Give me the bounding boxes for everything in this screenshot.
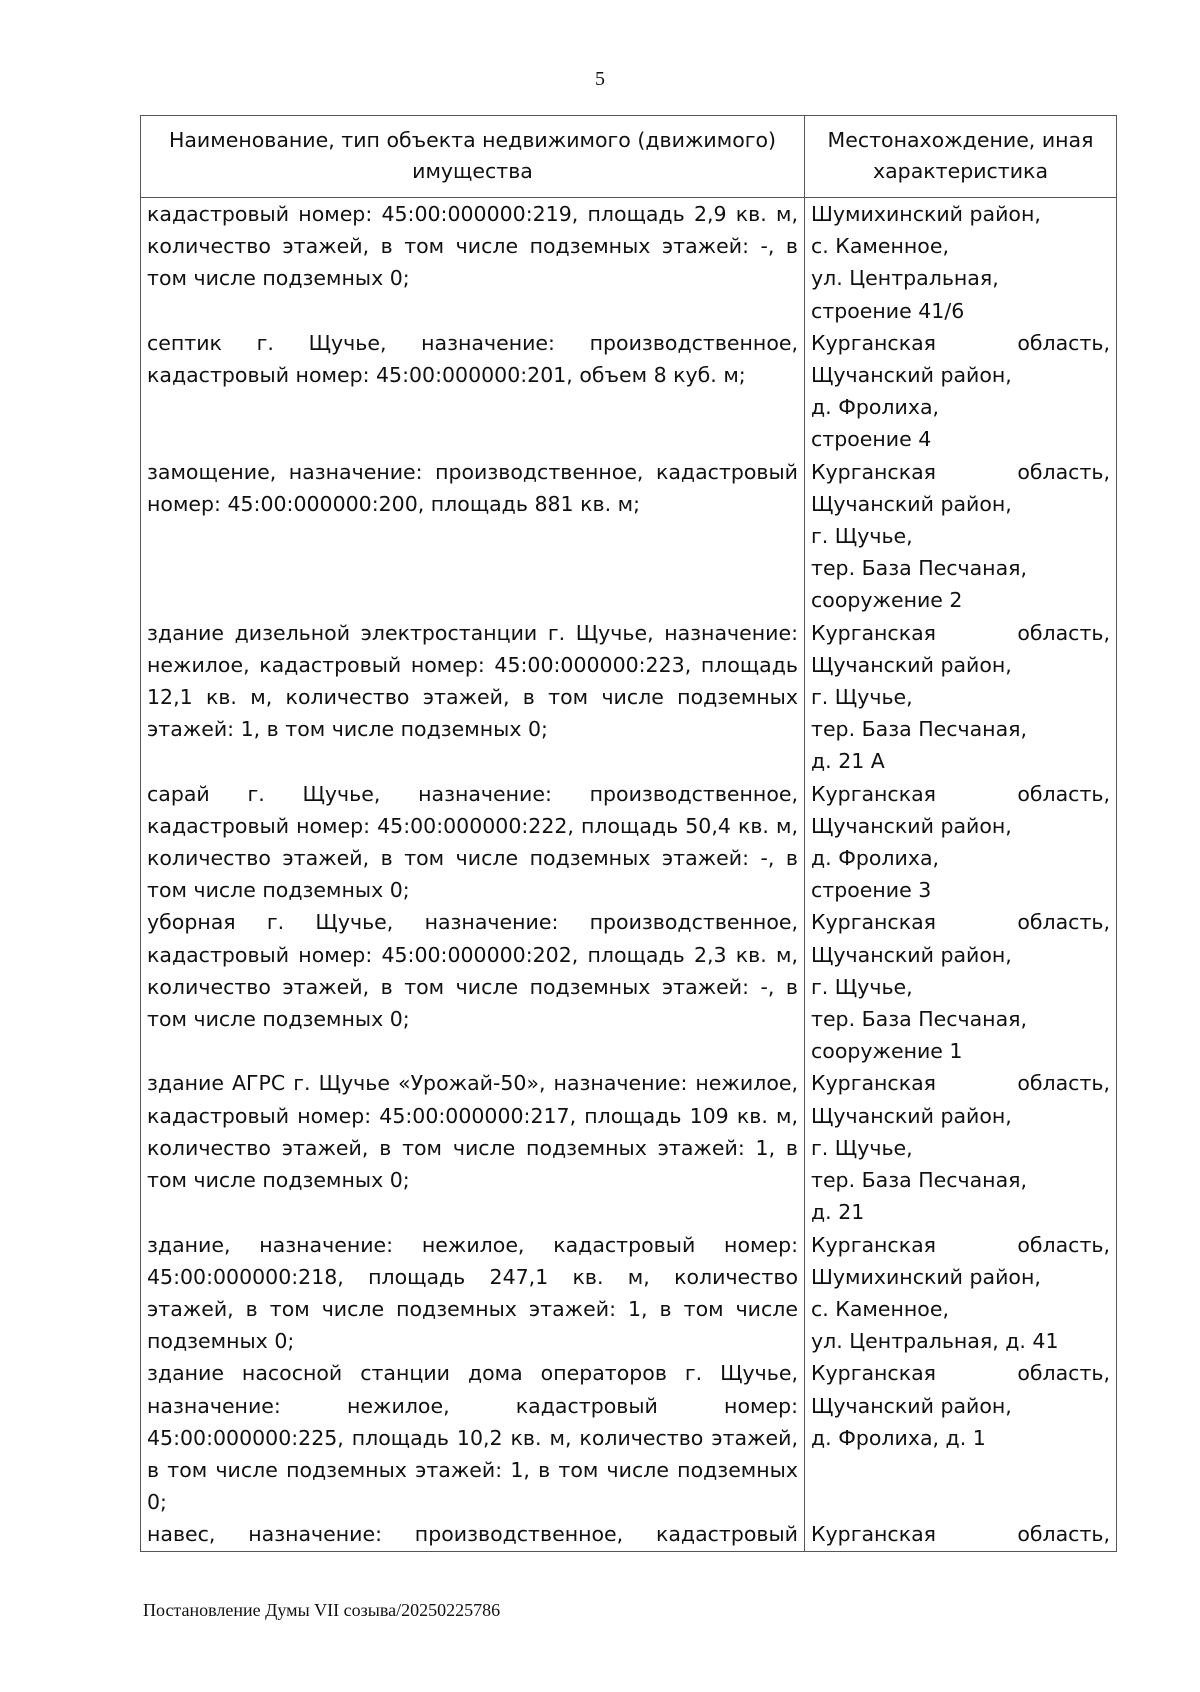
property-table	[140, 115, 1117, 1552]
table-row	[141, 1357, 1117, 1518]
location-line: Щучанский район,	[811, 1103, 1012, 1128]
cell-location	[805, 1067, 1117, 1228]
location-line: г. Щучье,	[811, 524, 913, 549]
location-line: д. Фролиха,	[811, 395, 940, 420]
location-line: тер. База Песчаная,	[811, 1168, 1027, 1193]
location-line: Курганская область,	[811, 330, 1110, 355]
location-line: Щучанский район,	[811, 491, 1012, 516]
table-row	[141, 456, 1117, 617]
table-body	[141, 198, 1117, 1552]
table-row	[141, 1229, 1117, 1358]
object-description-text: здание, назначение: нежилое, кадастровый номер: 45:00:000000:218, площадь 247,1 кв. м, количество этажей, в том числе подземных этажей: 1, в том числе подземных 0;	[147, 1232, 798, 1354]
object-description-text: септик г. Щучье, назначение: производственное, кадастровый номер: 45:00:000000:201, объем 8 куб. м;	[147, 330, 798, 388]
table-header-row	[141, 116, 1117, 198]
object-description-text: навес, назначение: производственное, кадастровый	[147, 1522, 798, 1547]
location-line: сооружение 1	[811, 1039, 963, 1064]
location-line: тер. База Песчаная,	[811, 556, 1027, 581]
cell-location	[805, 1229, 1117, 1358]
cell-object-description	[141, 906, 805, 1067]
location-line: сооружение 2	[811, 588, 963, 613]
location-line: Щучанский район,	[811, 942, 1012, 967]
location-line: Курганская область,	[811, 1071, 1110, 1096]
location-line: г. Щучье,	[811, 1135, 913, 1160]
cell-object-description	[141, 327, 805, 456]
location-line: Курганская область,	[811, 910, 1110, 935]
object-description-text: сарай г. Щучье, назначение: производственное, кадастровый номер: 45:00:000000:222, площадь 50,4 кв. м, количество этажей, в том числе подземных этажей: -, в том числе подземных 0;	[147, 781, 798, 903]
location-line: Щучанский район,	[811, 1393, 1012, 1418]
cell-object-description	[141, 198, 805, 327]
location-line: Щучанский район,	[811, 363, 1012, 388]
cell-location	[805, 1357, 1117, 1518]
cell-object-description	[141, 456, 805, 617]
cell-object-description	[141, 1518, 805, 1551]
header-location: Местонахождение, иная характеристика	[805, 116, 1117, 198]
object-description-text: кадастровый номер: 45:00:000000:219, площадь 2,9 кв. м, количество этажей, в том числе подземных этажей: -, в том числе подземных 0;	[147, 202, 798, 291]
location-line: ул. Центральная, д. 41	[811, 1329, 1059, 1354]
table-row	[141, 617, 1117, 778]
location-line: Курганская область,	[811, 1232, 1110, 1257]
location-line: с. Каменное,	[811, 234, 949, 259]
cell-object-description	[141, 1067, 805, 1228]
table-row	[141, 778, 1117, 907]
cell-location	[805, 617, 1117, 778]
location-line: г. Щучье,	[811, 685, 913, 710]
table-row	[141, 327, 1117, 456]
location-line: Шумихинский район,	[811, 1264, 1041, 1289]
cell-object-description	[141, 778, 805, 907]
location-line: Щучанский район,	[811, 652, 1012, 677]
location-line: Щучанский район,	[811, 813, 1012, 838]
location-line: д. Фролиха,	[811, 846, 940, 871]
location-line: строение 41/6	[811, 298, 965, 323]
location-line: Курганская область,	[811, 459, 1110, 484]
cell-location	[805, 906, 1117, 1067]
cell-object-description	[141, 617, 805, 778]
location-line: тер. База Песчаная,	[811, 1007, 1027, 1032]
table-row	[141, 906, 1117, 1067]
cell-object-description	[141, 1229, 805, 1358]
table-row	[141, 198, 1117, 327]
object-description-text: замощение, назначение: производственное, кадастровый номер: 45:00:000000:200, площадь 881 кв. м;	[147, 459, 798, 516]
location-line: Курганская область,	[811, 620, 1110, 645]
cell-location	[805, 456, 1117, 617]
object-description-text: уборная г. Щучье, назначение: производственное, кадастровый номер: 45:00:000000:202, площадь 2,3 кв. м, количество этажей, в том числе подземных этажей: -, в том числе подземных 0;	[147, 910, 798, 1032]
cell-location	[805, 1518, 1117, 1551]
location-line: с. Каменное,	[811, 1296, 949, 1321]
location-line: строение 3	[811, 878, 932, 903]
object-description-text: здание насосной станции дома операторов г. Щучье, назначение: нежилое, кадастровый номер: 45:00:000000:225, площадь 10,2 кв. м, количество этажей, в том числе подземных этажей: 1, в том числе подземных 0;	[147, 1361, 798, 1515]
location-line: Курганская область,	[811, 1361, 1110, 1386]
location-line: Шумихинский район,	[811, 202, 1041, 226]
location-line: д. Фролиха, д. 1	[811, 1425, 986, 1450]
location-line: д. 21 А	[811, 749, 885, 774]
object-description-text: здание АГРС г. Щучье «Урожай-50», назначение: нежилое, кадастровый номер: 45:00:000000:217, площадь 109 кв. м, количество этажей, в том числе подземных этажей: 1, в том числе подземных 0;	[147, 1071, 798, 1193]
table-row	[141, 1067, 1117, 1228]
location-line: г. Щучье,	[811, 974, 913, 999]
location-line: строение 4	[811, 427, 932, 452]
object-description-text: здание дизельной электростанции г. Щучье, назначение: нежилое, кадастровый номер: 45:00:000000:223, площадь 12,1 кв. м, количество этажей, в том числе подземных этажей: 1, в том числе подземных 0;	[147, 620, 798, 742]
location-line: тер. База Песчаная,	[811, 717, 1027, 742]
table-row	[141, 1518, 1117, 1551]
header-name-type: Наименование, тип объекта недвижимого (движимого) имущества	[141, 116, 805, 198]
location-line: Курганская область,	[811, 1522, 1110, 1547]
cell-location	[805, 198, 1117, 327]
cell-location	[805, 327, 1117, 456]
location-line: ул. Центральная,	[811, 266, 999, 291]
document-footer: Постановление Думы VII созыва/20250225786	[143, 1600, 501, 1620]
page-number: 5	[595, 68, 605, 90]
cell-object-description	[141, 1357, 805, 1518]
cell-location	[805, 778, 1117, 907]
location-line: д. 21	[811, 1200, 865, 1225]
location-line: Курганская область,	[811, 781, 1110, 806]
